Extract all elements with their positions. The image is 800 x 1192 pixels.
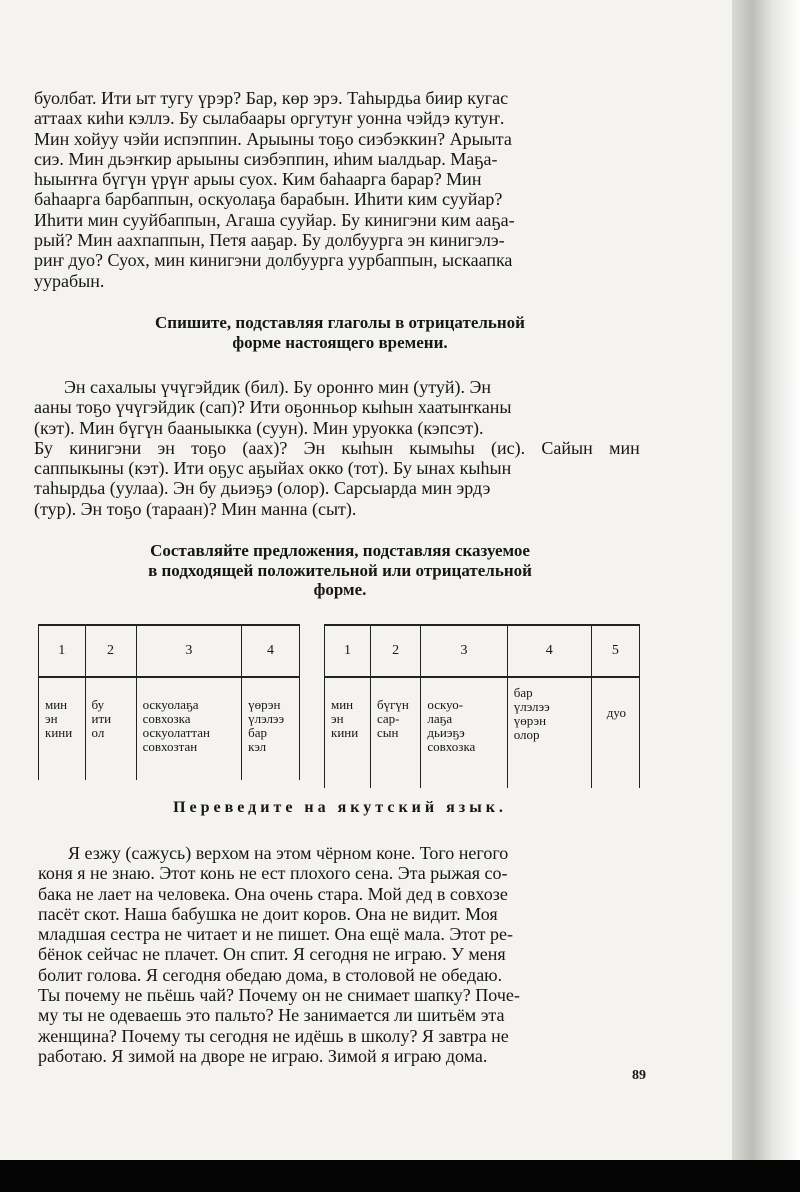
text-line: саппыкыны (кэт). Ити оҕус аҕыйах окко (тот). Бу ынах кыһын [34, 458, 512, 479]
page-edge-shadow [732, 0, 800, 1160]
heading-line: Спишите, подставляя глаголы в отрицательной [155, 313, 525, 332]
table-cell: бу ити ол [85, 677, 136, 780]
heading-line: форме. [313, 580, 367, 599]
column-header: 4 [242, 625, 300, 677]
text-line: баһаарга барбаппын, оскуолаҕа барабын. Иһити ким сууйар? [34, 189, 503, 210]
column-header: 3 [136, 625, 242, 677]
text-line: сиэ. Мин дьэҥкир арыыны сиэбэппин, иһим ыалдьар. Маҕа- [34, 148, 498, 169]
text-line: коня я не знаю. Этот конь не ест плохого сена. Эта рыжая со- [38, 863, 508, 884]
text-line: таһырдьа (уулаа). Эн бу дьиэҕэ (олор). Сарсыарда мин эрдэ [34, 478, 491, 499]
exercise-heading-compose-sentences [60, 541, 620, 600]
text-line: Бу кинигэни эн тоҕо (аах)? Эн кыһын кымыһы (ис). Сайын мин [34, 437, 640, 458]
text-line: һыыҥҥа бүгүн үрүҥ арыы суох. Ким баһаарга барар? Мин [34, 169, 482, 190]
column-header: 4 [507, 625, 591, 677]
text-line: риҥ дуо? Суох, мин кинигэни долбуурга уурбаппын, ыскаапка [34, 250, 513, 271]
substitution-table-right [324, 624, 640, 788]
paragraph-exercise-sentences [34, 377, 640, 519]
text-line: Иһити мин сууйбаппын, Агаша сууйар. Бу кинигэни ким ааҕа- [34, 209, 515, 230]
paragraph-russian-text [38, 843, 640, 1066]
paragraph-yakut-text [34, 88, 640, 291]
column-header: 1 [325, 625, 371, 677]
text-line: (кэт). Мин бүгүн бааныыкка (суун). Мин уруокка (кэпсэт). [34, 417, 484, 438]
text-line: ааны тоҕо үчүгэйдик (сап)? Ити оҕонньор кыһын хаатыҥканы [34, 397, 512, 418]
table-cell: мин эн кини [325, 677, 371, 788]
heading-line: Составляйте предложения, подставляя сказуемое [150, 541, 530, 560]
text-line: пасёт скот. Наша бабушка не доит коров. Она не видит. Моя [38, 903, 498, 924]
heading-line: в подходящей положительной или отрицательной [148, 560, 532, 580]
exercise-heading-translate: Переведите на якутский язык. [173, 799, 507, 816]
table-cell: бар үлэлээ үөрэн олор [507, 677, 591, 788]
text-line: уурабын. [34, 270, 105, 291]
text-line: младшая сестра не читает и не пишет. Она ещё мала. Этот ре- [38, 924, 513, 945]
scan-bottom-border [0, 1160, 800, 1192]
column-header: 1 [39, 625, 86, 677]
text-line: Мин хойуу чэйи испэппин. Арыыны тоҕо сиэбэккин? Арыыта [34, 128, 512, 149]
column-header: 5 [591, 625, 639, 677]
text-line: болит голова. Я сегодня обедаю дома, в столовой не обедаю. [38, 964, 503, 985]
table-cell: оскуолаҕа совхозка оскуолаттан совхозтан [136, 677, 242, 780]
page-number: 89 [632, 1068, 646, 1083]
text-line: Я езжу (сажусь) верхом на этом чёрном коне. Того негого [68, 843, 509, 863]
text-line: Эн сахалыы үчүгэйдик (бил). Бу оронҥо мин (утуй). Эн [64, 377, 492, 397]
text-line: му ты не одеваешь это пальто? Не занимается ли шитьём эта [38, 1005, 505, 1026]
heading-line: форме настоящего времени. [232, 332, 448, 352]
column-header: 2 [370, 625, 420, 677]
substitution-table-left [38, 624, 300, 780]
text-line: аттаах киһи кэллэ. Бу сылабаары оргутуҥ уонна чэйдэ кутуҥ. [34, 108, 505, 129]
text-line: рый? Мин аахпаппын, Петя ааҕар. Бу долбуурга эн кинигэлэ- [34, 230, 505, 251]
table-cell: үөрэн үлэлээ бар кэл [242, 677, 300, 780]
table-cell: дуо [591, 677, 639, 788]
text-line: бёнок сейчас не плачет. Он спит. Я сегодня не играю. У меня [38, 944, 506, 965]
table-cell: бүгүн сар- сын [370, 677, 420, 788]
column-header: 3 [421, 625, 507, 677]
text-line: буолбат. Ити ыт тугу үрэр? Бар, көр эрэ. Таһырдьа биир кугас [34, 88, 509, 108]
text-line: Ты почему не пьёшь чай? Почему он не снимает шапку? Поче- [38, 985, 520, 1006]
exercise-heading-negative-form [60, 313, 620, 352]
column-header: 2 [85, 625, 136, 677]
text-line: женщина? Почему ты сегодня не идёшь в школу? Я завтра не [38, 1025, 509, 1046]
text-line: работаю. Я зимой на дворе не играю. Зимой я играю дома. [38, 1045, 488, 1066]
table-cell: мин эн кини [39, 677, 86, 780]
text-line: бака не лает на человека. Она очень стара. Мой дед в совхозе [38, 883, 508, 904]
table-cell: оскуо- лаҕа дьиэҕэ совхозка [421, 677, 507, 788]
text-line: (тур). Эн тоҕо (тараан)? Мин манна (сыт). [34, 498, 357, 519]
